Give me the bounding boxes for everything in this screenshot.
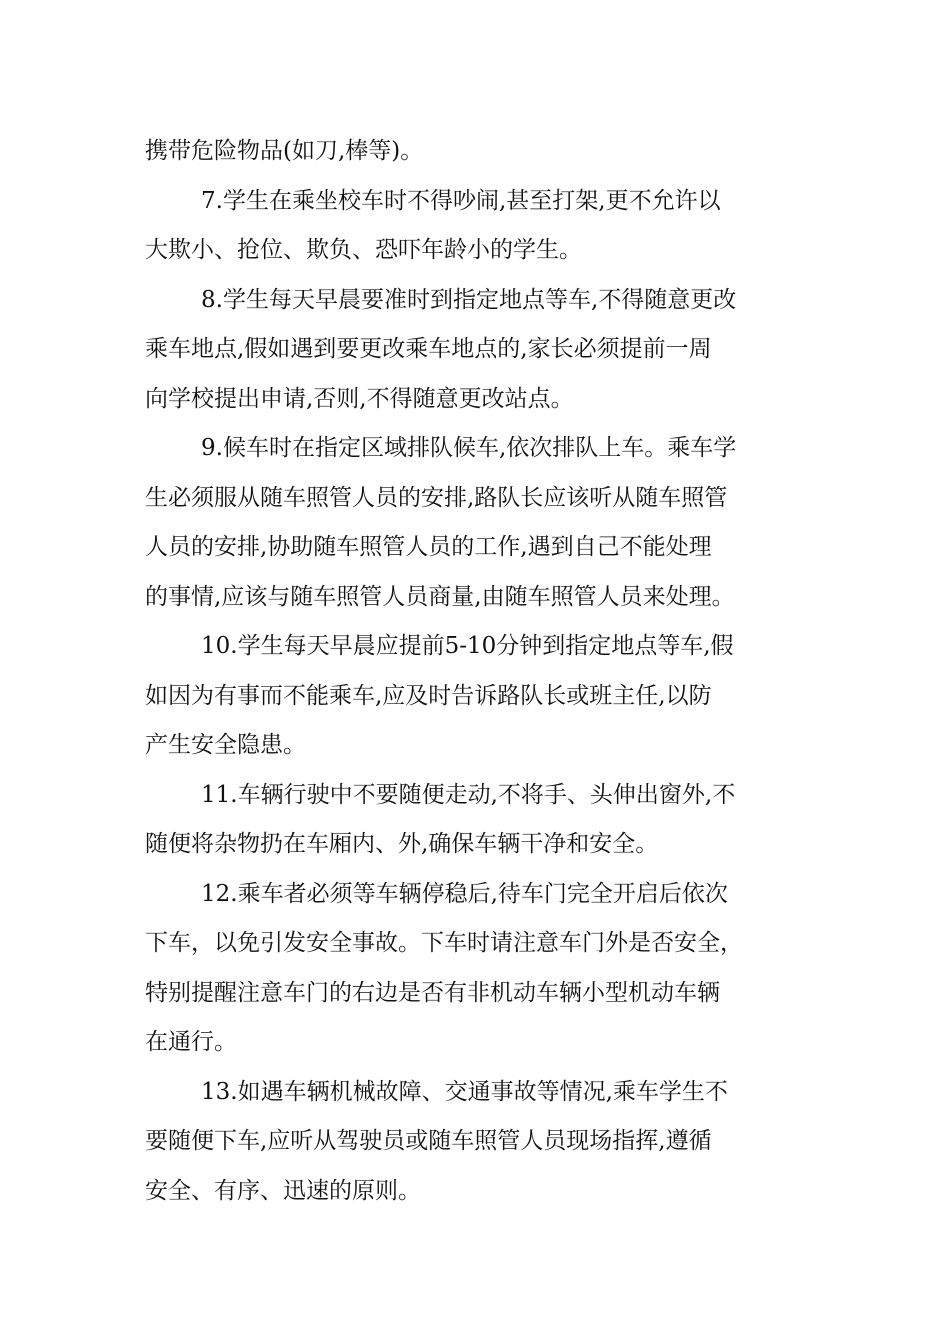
paragraph-6-line-1: 携带危险物品(如刀,棒等)。: [145, 138, 424, 164]
paragraph-7-line-1: 7.学生在乘坐校车时不得吵闹,甚至打架,更不允许以: [201, 187, 721, 214]
paragraph-10-line-3: 产生安全隐患。: [145, 732, 306, 758]
paragraph-9-line-1: 9.候车时在指定区域排队候车,依次排队上车。乘车学: [201, 435, 737, 461]
paragraph-9-line-3: 人员的安排,协助随车照管人员的工作,遇到自己不能处理: [145, 534, 712, 560]
paragraph-8-line-2: 乘车地点,假如遇到要更改乘车地点的,家长必须提前一周: [145, 336, 712, 362]
paragraph-13-line-1: 13.如遇车辆机械故障、交通事故等情况,乘车学生不: [201, 1078, 728, 1105]
paragraph-7-line-2: 大欺小、抢位、欺负、恐吓年龄小的学生。: [145, 237, 582, 263]
paragraph-8-line-3: 向学校提出申请,否则,不得随意更改站点。: [145, 385, 574, 412]
paragraph-12-line-3: 特别提醒注意车门的右边是否有非机动车辆小型机动车辆: [145, 979, 720, 1006]
paragraph-9-line-2: 生必须服从随车照管人员的安排,路队长应该听从随车照管: [145, 484, 728, 511]
paragraph-12-line-1: 12.乘车者必须等车辆停稳后,待车门完全开启后依次: [201, 880, 728, 907]
paragraph-13-line-3: 安全、有序、迅速的原则。: [145, 1177, 421, 1204]
paragraph-10-line-1: 10.学生每天早晨应提前5-10分钟到指定地点等车,假: [201, 633, 734, 659]
paragraph-12-line-4: 在通行。: [145, 1029, 237, 1055]
paragraph-12-line-2: 下车，以免引发安全事故。下车时请注意车门外是否安全，: [145, 930, 743, 956]
paragraph-8-line-1: 8.学生每天早晨要准时到指定地点等车,不得随意更改: [201, 286, 737, 313]
paragraph-10-line-2: 如因为有事而不能乘车,应及时告诉路队长或班主任,以防: [145, 682, 712, 709]
document-page: [145, 127, 810, 1216]
paragraph-11-line-2: 随便将杂物扔在车厢内、外,确保车辆干净和安全。: [145, 831, 659, 857]
paragraph-9-line-4: 的事情,应该与随车照管人员商量,由随车照管人员来处理。: [145, 583, 735, 610]
paragraph-13-line-2: 要随便下车,应听从驾驶员或随车照管人员现场指挥,遵循: [145, 1128, 712, 1154]
paragraph-11-line-1: 11.车辆行驶中不要随便走动,不将手、头伸出窗外,不: [201, 781, 736, 808]
